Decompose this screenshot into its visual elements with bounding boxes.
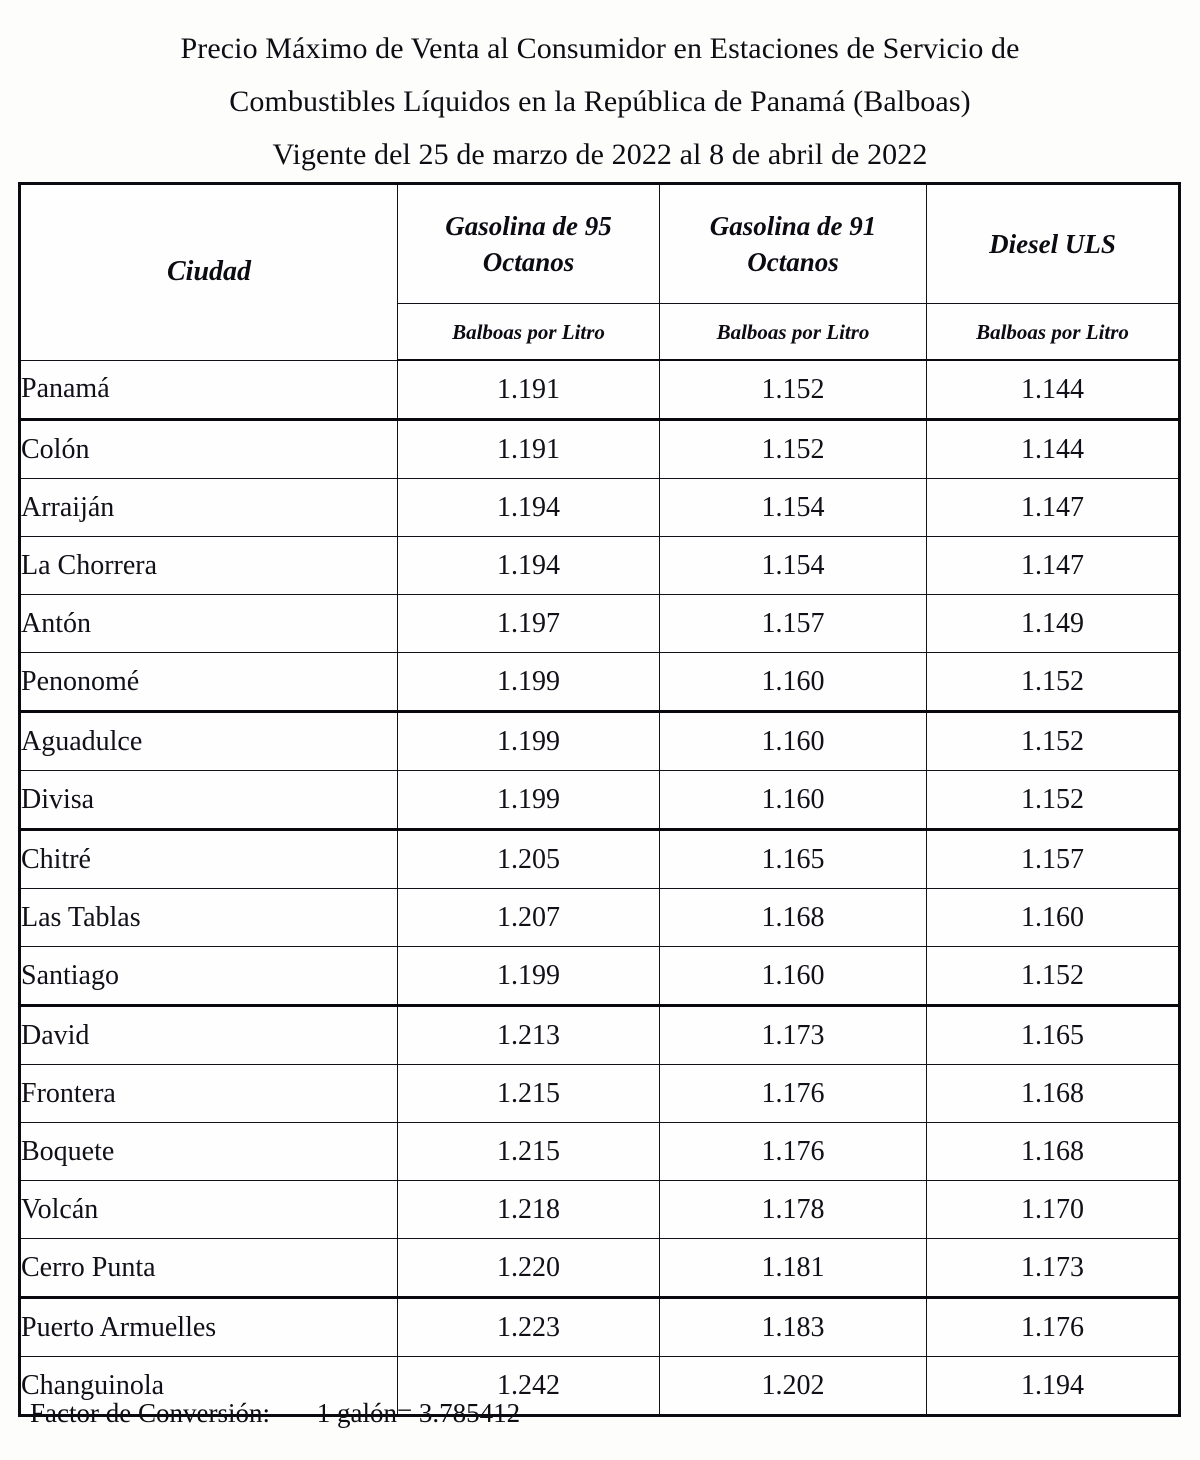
cell-diesel-uls: 1.147 [927,537,1180,595]
table-row [20,1065,1180,1123]
cell-gasolina-91: 1.168 [660,889,927,947]
table-row [20,771,1180,830]
cell-gasolina-91: 1.154 [660,537,927,595]
cell-gasolina-95: 1.199 [398,653,660,712]
cell-gasolina-91: 1.160 [660,653,927,712]
table-row [20,420,1180,479]
column-header-gasolina-95-line2: Octanos [482,247,575,277]
table-row [20,1239,1180,1298]
cell-diesel-uls: 1.152 [927,653,1180,712]
column-header-gasolina-91-line2: Octanos [747,247,839,277]
cell-diesel-uls: 1.176 [927,1298,1180,1357]
cell-gasolina-91: 1.202 [660,1357,927,1416]
unit-header-gasolina-95: Balboas por Litro [398,304,660,361]
cell-gasolina-91: 1.176 [660,1065,927,1123]
cell-diesel-uls: 1.144 [927,420,1180,479]
cell-diesel-uls: 1.149 [927,595,1180,653]
cell-gasolina-95: 1.215 [398,1065,660,1123]
cell-city: La Chorrera [20,537,398,595]
cell-city: Cerro Punta [20,1239,398,1298]
cell-city: David [20,1006,398,1065]
cell-gasolina-95: 1.199 [398,947,660,1006]
price-table-container [18,182,1178,1417]
cell-gasolina-95: 1.215 [398,1123,660,1181]
document-title [0,0,1200,181]
title-line-1: Precio Máximo de Venta al Consumidor en Estaciones de Servicio de [180,32,1020,65]
table-row [20,1181,1180,1239]
cell-diesel-uls: 1.152 [927,712,1180,771]
cell-gasolina-95: 1.205 [398,830,660,889]
cell-city: Chitré [20,830,398,889]
cell-diesel-uls: 1.168 [927,1123,1180,1181]
cell-diesel-uls: 1.194 [927,1357,1180,1416]
cell-gasolina-91: 1.183 [660,1298,927,1357]
cell-city: Antón [20,595,398,653]
column-header-diesel-uls: Diesel ULS [927,184,1180,304]
table-row [20,1006,1180,1065]
cell-gasolina-95: 1.242 [398,1357,660,1416]
table-row [20,479,1180,537]
cell-city: Frontera [20,1065,398,1123]
cell-city: Colón [20,420,398,479]
conversion-factor-note [30,1396,520,1430]
cell-gasolina-95: 1.218 [398,1181,660,1239]
table-row [20,947,1180,1006]
cell-city: Penonomé [20,653,398,712]
cell-diesel-uls: 1.152 [927,947,1180,1006]
table-row [20,889,1180,947]
cell-gasolina-95: 1.213 [398,1006,660,1065]
table-row [20,1298,1180,1357]
cell-gasolina-91: 1.173 [660,1006,927,1065]
cell-gasolina-95: 1.199 [398,771,660,830]
table-row [20,1123,1180,1181]
cell-gasolina-91: 1.157 [660,595,927,653]
cell-city: Panamá [20,360,398,420]
table-header-row-main [20,184,1180,304]
cell-city: Divisa [20,771,398,830]
table-row [20,360,1180,420]
cell-gasolina-95: 1.194 [398,537,660,595]
column-header-gasolina-95-line1: Gasolina de 95 [445,211,612,241]
cell-diesel-uls: 1.170 [927,1181,1180,1239]
cell-gasolina-91: 1.160 [660,712,927,771]
column-header-city: Ciudad [20,184,398,361]
cell-diesel-uls: 1.147 [927,479,1180,537]
cell-gasolina-91: 1.160 [660,947,927,1006]
cell-gasolina-95: 1.191 [398,360,660,420]
table-row [20,712,1180,771]
column-header-gasolina-91-line1: Gasolina de 91 [709,211,877,241]
cell-gasolina-91: 1.181 [660,1239,927,1298]
cell-diesel-uls: 1.152 [927,771,1180,830]
cell-gasolina-95: 1.207 [398,889,660,947]
cell-gasolina-95: 1.223 [398,1298,660,1357]
cell-gasolina-95: 1.197 [398,595,660,653]
cell-city: Aguadulce [20,712,398,771]
cell-gasolina-91: 1.178 [660,1181,927,1239]
cell-gasolina-91: 1.165 [660,830,927,889]
table-row [20,595,1180,653]
unit-header-diesel-uls: Balboas por Litro [927,304,1180,361]
cell-diesel-uls: 1.160 [927,889,1180,947]
cell-city: Volcán [20,1181,398,1239]
cell-gasolina-95: 1.191 [398,420,660,479]
cell-gasolina-95: 1.199 [398,712,660,771]
cell-diesel-uls: 1.144 [927,360,1180,420]
cell-gasolina-91: 1.154 [660,479,927,537]
cell-city: Santiago [20,947,398,1006]
cell-city: Las Tablas [20,889,398,947]
cell-city: Arraiján [20,479,398,537]
cell-gasolina-95: 1.220 [398,1239,660,1298]
cell-diesel-uls: 1.173 [927,1239,1180,1298]
table-row [20,653,1180,712]
cell-city: Boquete [20,1123,398,1181]
conversion-factor-value: 1 galón= 3.785412 [316,1398,521,1428]
cell-city: Changuinola [20,1357,398,1416]
title-line-2: Combustibles Líquidos en la República de Panamá (Balboas) [229,85,971,118]
fuel-price-table [18,182,1181,1417]
cell-diesel-uls: 1.157 [927,830,1180,889]
column-header-gasolina-95 [398,184,660,304]
cell-gasolina-91: 1.176 [660,1123,927,1181]
cell-diesel-uls: 1.168 [927,1065,1180,1123]
title-line-3: Vigente del 25 de marzo de 2022 al 8 de abril de 2022 [272,138,928,171]
unit-header-gasolina-91: Balboas por Litro [660,304,927,361]
column-header-gasolina-91 [660,184,927,304]
cell-diesel-uls: 1.165 [927,1006,1180,1065]
conversion-factor-label: Factor de Conversión: [30,1398,270,1428]
table-row [20,537,1180,595]
cell-gasolina-95: 1.194 [398,479,660,537]
table-row [20,830,1180,889]
cell-city: Puerto Armuelles [20,1298,398,1357]
cell-gasolina-91: 1.160 [660,771,927,830]
cell-gasolina-91: 1.152 [660,420,927,479]
cell-gasolina-91: 1.152 [660,360,927,420]
